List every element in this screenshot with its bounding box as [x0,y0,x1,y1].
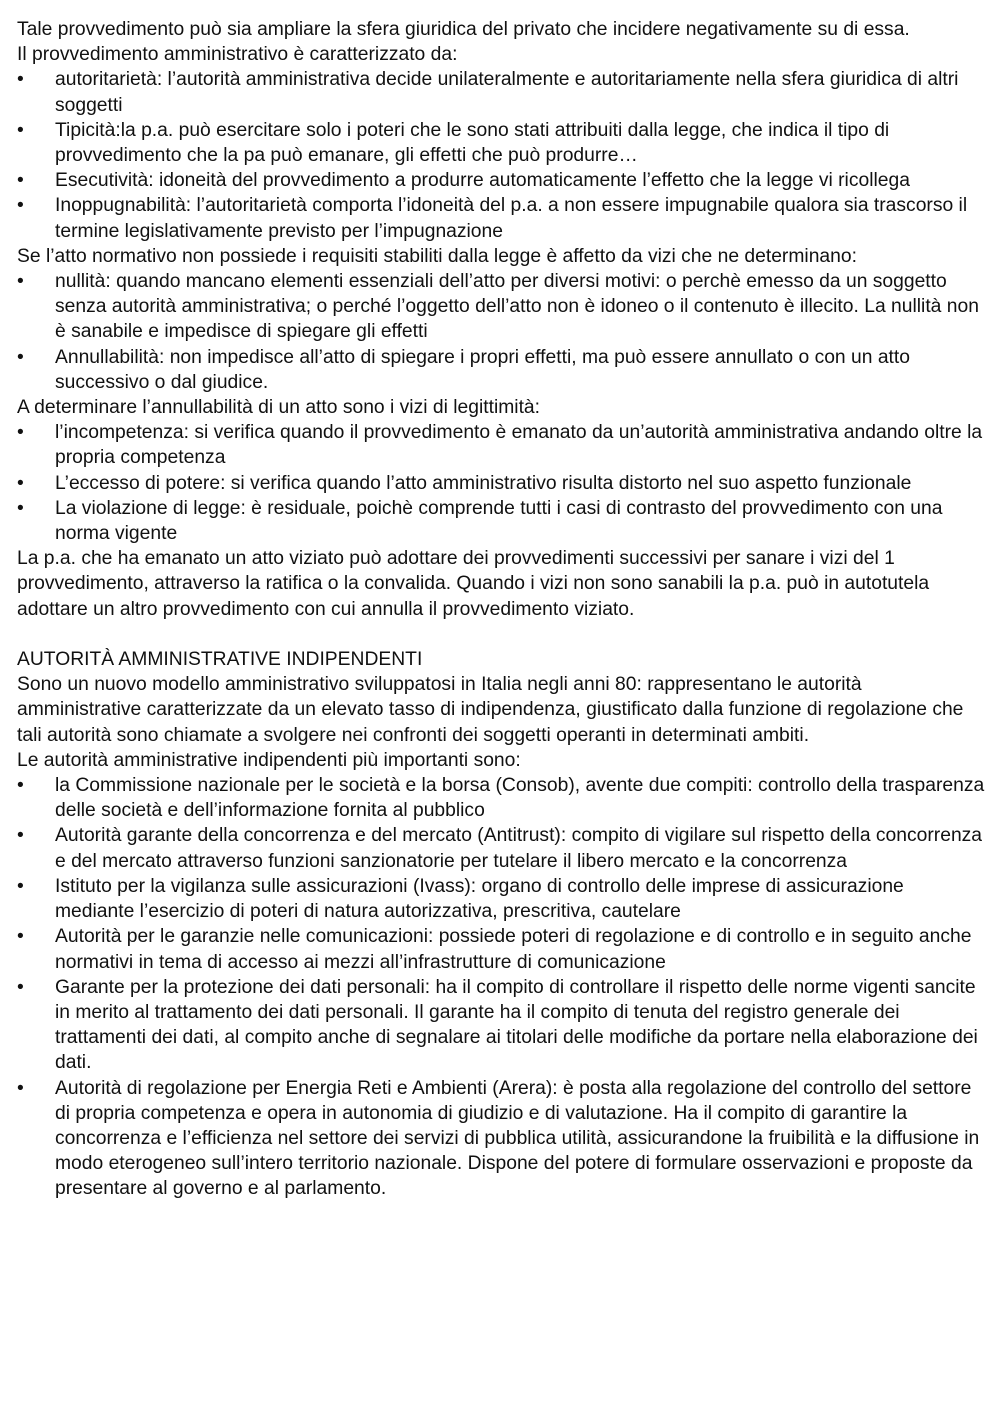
bullet-icon: • [17,195,24,217]
bullet-icon: • [17,69,24,91]
list-item [17,471,987,496]
blank-line [17,622,987,647]
list-item-text: Autorità garante della concorrenza e del mercato (Antitrust): compito di vigilare sul rispetto della concorrenza e del mercato attraverso funzioni sanzionatorie per tutelare il libero mercato e la concorrenza [55,825,983,872]
bullet-icon: • [17,1077,24,1099]
bullet-icon: • [17,775,24,797]
bullet-icon: • [17,170,24,192]
list-item-text: autoritarietà: l’autorità amministrativa decide unilateralmente e autoritariamente nella sfera giuridica di altri soggetti [55,69,959,116]
list-item [17,345,987,395]
list-item-text: Autorità di regolazione per Energia Reti e Ambienti (Arera): è posta alla regolazione del controllo del settore di propria competenza e opera in autonomia di giudizio e di valutazione. Ha il compito di garantire la concorrenza e l’efficienza nel settore dei servizi di pubblica utilità, assicurandone la fruibilità e la diffusione in modo eterogeneo sull’intero territorio nazionale. Dispone del potere di formulare osservazioni e proposte da presentare al governo e al parlamento. [55,1077,980,1200]
list-item-text: Autorità per le garanzie nelle comunicazioni: possiede poteri di regolazione e di controllo e in seguito anche normativi in tema di accesso ai mezzi all’infrastrutture di comunicazione [55,926,972,973]
paragraph: La p.a. che ha emanato un atto viziato può adottare dei provvedimenti successivi per sanare i vizi del 1 provvedimento, attraverso la ratifica o la convalida. Quando i vizi non sono sanabili la p.a. può in autotutela adottare un altro provvedimento con cui annulla il provvedimento viziato. [17,548,930,620]
bullet-icon: • [17,926,24,948]
list-item [17,67,987,117]
bullet-icon: • [17,497,24,519]
bullet-icon: • [17,422,24,444]
list-item [17,420,987,470]
list-item [17,118,987,168]
bullet-icon: • [17,346,24,368]
list-item-text: L’eccesso di potere: si verifica quando l’atto amministrativo risulta distorto nel suo aspetto funzionale [55,472,912,494]
paragraph: Tale provvedimento può sia ampliare la sfera giuridica del privato che incidere negativamente su di essa. [17,19,910,40]
list-item-text: Esecutività: idoneità del provvedimento a produrre automaticamente l’effetto che la legge vi ricollega [55,170,910,192]
legitimacy-vices-list [17,420,987,546]
list-item-text: nullità: quando mancano elementi essenziali dell’atto per diversi motivi: o perchè emesso da un soggetto senza autorità amministrativa; o perché l’oggetto dell’atto non è idoneo o il contenuto è illecito. La nullità non è sanabile e impedisce di spiegare gli effetti [55,271,979,343]
list-item [17,874,987,924]
list-item [17,823,987,873]
list-item [17,168,987,193]
bullet-icon: • [17,976,24,998]
section-heading: AUTORITÀ AMMINISTRATIVE INDIPENDENTI [17,649,423,671]
list-item-text: Tipicità:la p.a. può esercitare solo i poteri che le sono stati attribuiti dalla legge, che indica il tipo di provvedimento che la pa può emanare, gli effetti che può produrre… [55,119,890,167]
paragraph: Il provvedimento amministrativo è caratterizzato da: [17,44,458,66]
paragraph: Sono un nuovo modello amministrativo sviluppatosi in Italia negli anni 80: rappresentano le autorità amministrative caratterizzate da un elevato tasso di indipendenza, giustificato dalla funzione di regolazione che tali autorità sono chiamate a svolgere nei confronti dei soggetti operanti in determinati ambiti. [17,674,964,746]
list-item [17,193,987,243]
characteristics-list [17,67,987,243]
bullet-icon: • [17,119,24,141]
paragraph: A determinare l’annullabilità di un atto sono i vizi di legittimità: [17,397,541,419]
paragraph: Le autorità amministrative indipendenti più importanti sono: [17,749,521,771]
list-item-text: l’incompetenza: si verifica quando il provvedimento è emanato da un’autorità amministrativa andando oltre la propria competenza [55,422,983,469]
list-item-text: Inoppugnabilità: l’autoritarietà comporta l’idoneità del p.a. a non essere impugnabile qualora sia trascorso il termine legislativamente previsto per l’impugnazione [55,195,968,242]
list-item [17,773,987,823]
list-item [17,496,987,546]
list-item-text: Annullabilità: non impedisce all’atto di spiegare i propri effetti, ma può essere annullato o con un atto successivo o dal giudice. [55,346,910,393]
list-item [17,975,987,1076]
list-item-text: Garante per la protezione dei dati personali: ha il compito di controllare il rispetto delle norme vigenti sancite in merito al trattamento dei dati personali. Il garante ha il compito di tenuta del registro generale dei trattamenti dei dati, al compito anche di segnalare ai titolari delle modifiche da portare nella elaborazione dei dati. [55,976,978,1074]
vices-list [17,269,987,395]
paragraph: Se l’atto normativo non possiede i requisiti stabiliti dalla legge è affetto da vizi che ne determinano: [17,245,857,267]
bullet-icon: • [17,472,24,494]
bullet-icon: • [17,825,24,847]
authorities-list [17,773,987,1201]
list-item-text: La violazione di legge: è residuale, poichè comprende tutti i casi di contrasto del provvedimento con una norma vigente [55,497,943,545]
list-item [17,924,987,974]
list-item [17,269,987,345]
list-item-text: Istituto per la vigilanza sulle assicurazioni (Ivass): organo di controllo delle imprese di assicurazione mediante l’esercizio di poteri di natura autorizzativa, prescritiva, cautelare [55,875,904,923]
document-page [17,17,987,1202]
list-item-text: la Commissione nazionale per le società e la borsa (Consob), avente due compiti: controllo della trasparenza delle società e dell’informazione fornita al pubblico [55,775,985,822]
bullet-icon: • [17,271,24,293]
list-item [17,1076,987,1202]
bullet-icon: • [17,875,24,897]
